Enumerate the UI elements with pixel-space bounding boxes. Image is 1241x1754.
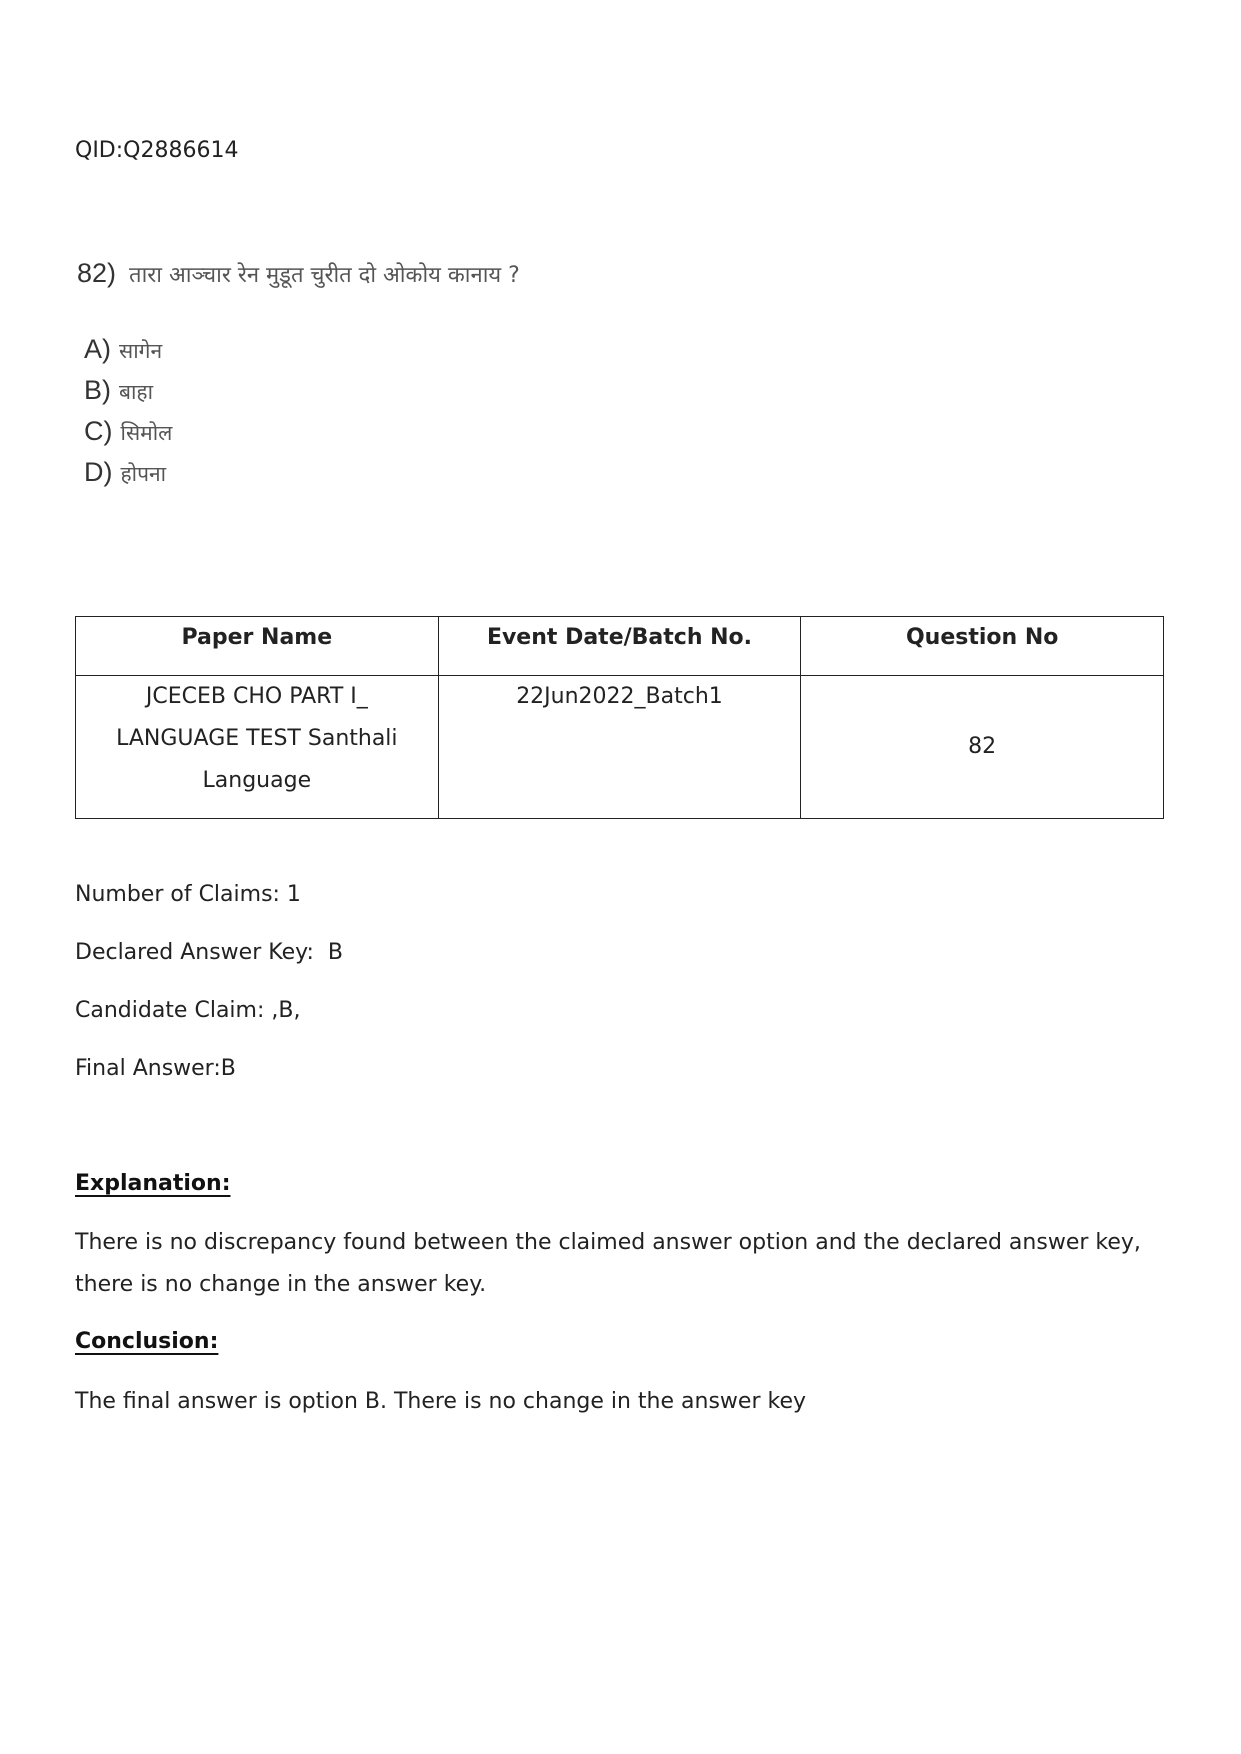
option-letter: B) xyxy=(84,375,111,405)
options-list xyxy=(84,329,172,493)
option-letter: A) xyxy=(84,334,111,364)
option-text: बाहा xyxy=(119,380,154,404)
option-letter: D) xyxy=(84,457,113,487)
option-text: सिमोल xyxy=(120,421,173,445)
option-b xyxy=(84,370,172,411)
question-no-cell: 82 xyxy=(801,676,1164,819)
event-date-cell: 22Jun2022_Batch1 xyxy=(438,676,801,819)
candidate-claim: Candidate Claim: ,B, xyxy=(75,998,301,1023)
table-row xyxy=(76,676,1164,819)
option-a xyxy=(84,329,172,370)
option-d xyxy=(84,452,172,493)
header-paper-name: Paper Name xyxy=(76,617,439,676)
header-question-no: Question No xyxy=(801,617,1164,676)
header-event-date: Event Date/Batch No. xyxy=(438,617,801,676)
table-header-row xyxy=(76,617,1164,676)
option-letter: C) xyxy=(84,416,113,446)
paper-info-table xyxy=(75,616,1164,819)
option-c xyxy=(84,411,172,452)
conclusion-heading: Conclusion: xyxy=(75,1329,219,1354)
question-number: 82) xyxy=(77,258,117,288)
claim-details xyxy=(75,880,343,1112)
question xyxy=(77,256,520,293)
option-text: सागेन xyxy=(119,339,163,363)
paper-name-cell: JCECEB CHO PART I_ LANGUAGE TEST Santhali Language xyxy=(76,676,439,819)
number-of-claims: Number of Claims: 1 xyxy=(75,882,301,907)
final-answer: Final Answer:B xyxy=(75,1056,236,1081)
question-text: तारा आञ्चार रेन मुडूत चुरीत दो ओकोय कानाय ? xyxy=(129,263,520,288)
conclusion-text: The final answer is option B. There is no change in the answer key xyxy=(75,1389,806,1414)
option-text: होपना xyxy=(120,462,167,486)
explanation-text: There is no discrepancy found between the claimed answer option and the declared answer key, there is no change in the answer key. xyxy=(75,1230,1141,1297)
explanation-heading: Explanation: xyxy=(75,1171,231,1196)
declared-answer-key: Declared Answer Key: B xyxy=(75,940,344,965)
question-id: QID:Q2886614 xyxy=(75,138,239,163)
